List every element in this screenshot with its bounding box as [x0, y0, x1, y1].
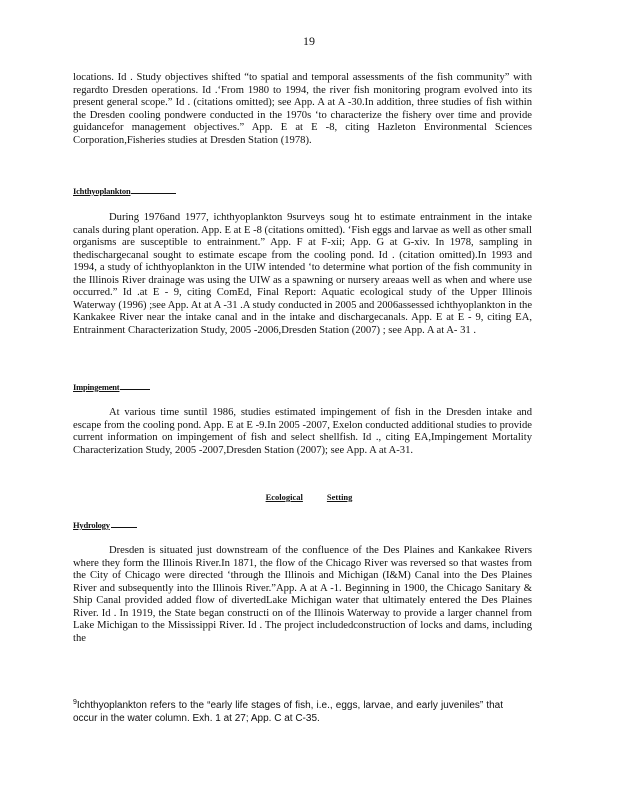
paragraph-text: At various time suntil 1986, studies estimated impingement of fish in the Dresden intake and escape from the cooling pond. App. E at E -9.In 2005 -2007, Exelon conducted additional studies to provide current information on impingement of fish and select shellfish. Id ., citing EA,Impingement Mortality Characterization Study, 2005 -2007,Dresden Station (2007); see App. A at A-31. [73, 407, 532, 456]
heading-word-setting: Setting [326, 492, 353, 502]
paragraph-text: During 1976and 1977, ichthyoplankton 9surveys soug ht to estimate entrainment in the intake canals during plant operation. App. E at E -8 (citations omitted). ‘Fish eggs and larvae as well as other small organisms are susceptible to entrainment.” App. F at F-xii; App. G at G-xiv. In 1978, sampling in thedischargecanal sought to estimate escape from the cooling pond. Id . (citation omitted).In 1993 and 1994, a study of ichthyoplankton in the UIW intended ‘to determine what portion of the fish community in the Illinois River drainage was using the UIW as a spawning or nursery areaas well as when and where use occurred.” Id .at E - 9, citing ComEd, Final Report: Aquatic ecological study of the Upper Illinois Waterway (1996) ;see App. At at A -31 .A study conducted in 2005 and 2006assessed ichthyoplankton in the Kankakee River near the intake canal and in the intake and dischargecanals. App. E at E - 9, citing EA, Entrainment Characterization Study, 2005 -2006,Dresden Station (2007) ; see App. A at A- 31 . [73, 212, 533, 336]
heading-label: Hydrology [73, 520, 110, 530]
page-number: 19 [303, 34, 315, 48]
footnote-text: Ichthyoplankton refers to the “early life stages of fish, i.e., eggs, larvae, and early juveniles” that occur in the water column. Exh. 1 at 27; App. C at C-35. [73, 700, 503, 724]
section-heading-impingement [73, 382, 150, 392]
heading-underline [131, 193, 176, 194]
heading-underline [120, 389, 150, 390]
body-paragraph-ichthyoplankton [73, 212, 532, 337]
heading-label: Ichthyoplankton [73, 186, 131, 196]
section-heading-ecological-setting [0, 492, 618, 502]
heading-underline [111, 527, 137, 528]
footnote-marker: 9 [73, 699, 77, 706]
footnote [73, 700, 503, 725]
heading-word-ecological: Ecological [265, 492, 303, 502]
section-heading-hydrology [73, 520, 137, 530]
paragraph-text: locations. Id . Study objectives shifted “to spatial and temporal assessments of the fish community” with regardto Dresden operations. Id .‘From 1980 to 1994, the river fish monitoring program evolved into its present general scope.” Id . (citations omitted); see App. A at A -30.In addition, three studies of fish within the Dresden cooling pondwere conducted in the 1970s ‘to characterize the fishery over time and provide guidancefor management objectives.” App. E at E -8, citing Hazleton Environmental Sciences Corporation,Fisheries studies at Dresden Station (1978). [73, 72, 532, 146]
heading-label: Impingement [73, 382, 120, 392]
paragraph-text: Dresden is situated just downstream of the confluence of the Des Plaines and Kankakee Rivers where they form the Illinois River.In 1871, the flow of the Chicago River was reversed so that wastes from the City of Chicago were directed ‘through the Illinois and Michigan (I&M) Canal into the Des Plaines River and subsequently into the Illinois River.”App. A at A -1. Beginning in 1900, the Chicago Sanitary & Ship Canal provided added flow of divertedLake Michigan water that ultimately entered the Des Plaines River. Id . In 1919, the State began constructi on of the Illinois Waterway to provide a larger channel from Lake Michigan to the Mississippi River. Id . The project includedconstruction of locks and dams, including the [73, 545, 532, 644]
body-paragraph-fish-studies [73, 72, 532, 147]
section-heading-ichthyoplankton [73, 186, 176, 196]
body-paragraph-hydrology [73, 545, 532, 645]
body-paragraph-impingement [73, 407, 532, 457]
